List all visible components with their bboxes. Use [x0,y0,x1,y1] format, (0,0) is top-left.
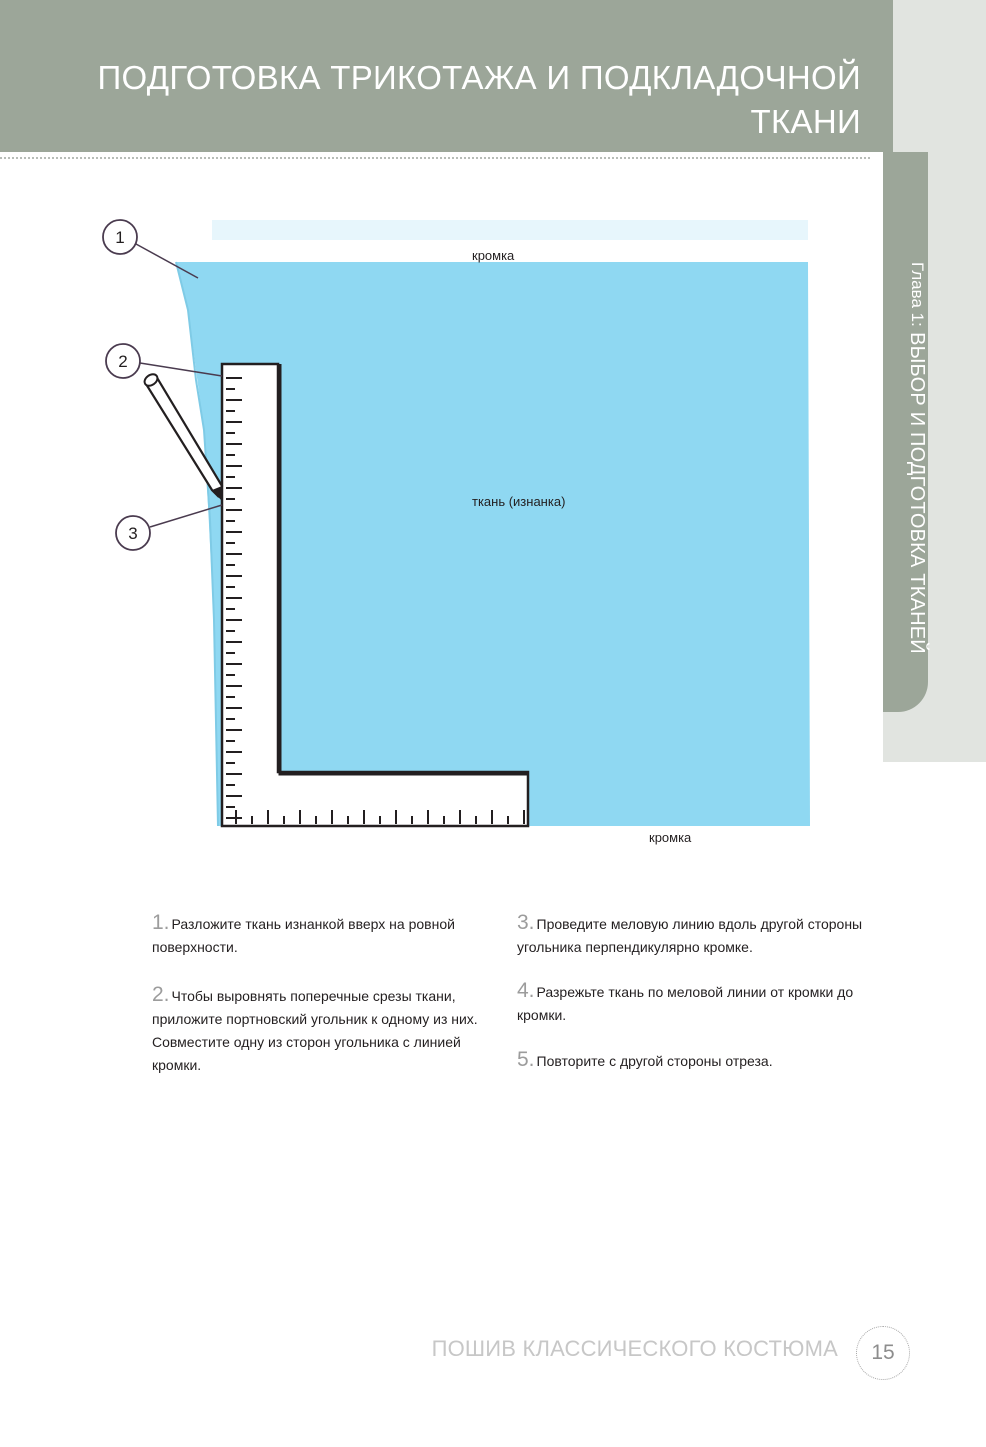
page-title-line2: ТКАНИ [750,103,861,140]
step-2 [152,983,497,1077]
step-3-number: 3. [517,911,535,934]
step-4 [517,979,867,1027]
step-2-text: Чтобы выровнять поперечные срезы ткани, приложите портновский угольник к одному из них. Совместите одну из сторон угольника с линией кромки. [152,988,478,1073]
footer-book-title: ПОШИВ КЛАССИЧЕСКОГО КОСТЮМА [431,1336,838,1361]
step-5 [517,1048,867,1073]
fabric-light-strip [212,220,808,240]
label-selvedge-top: кромка [472,248,515,263]
callout-1-label: 1 [115,228,125,247]
label-fabric-wrong-side: ткань (изнанка) [472,494,566,509]
chapter-name: ВЫБОР И ПОДГОТОВКА ТКАНЕЙ [906,332,928,654]
step-1-text: Разложите ткань изнанкой вверх на ровной поверхности. [152,916,455,955]
fabric-diagram [0,200,880,860]
label-selvedge-bottom: кромка [649,830,692,845]
step-5-number: 5. [517,1048,535,1071]
page-number: 15 [856,1326,910,1380]
header-band [0,0,883,152]
callout-3 [116,505,222,550]
fabric-illustration [0,200,880,860]
callout-3-label: 3 [128,524,138,543]
vertical-ruler-ticks [226,378,242,818]
step-2-number: 2. [152,983,170,1006]
step-1-number: 1. [152,911,170,934]
step-4-number: 4. [517,979,535,1002]
step-4-text: Разрежьте ткань по меловой линии от кромки до кромки. [517,984,854,1023]
step-1 [152,911,497,959]
step-5-text: Повторите с другой стороны отреза. [536,1053,773,1069]
step-3-text: Проведите меловую линию вдоль другой стороны угольника перпендикулярно кромке. [517,916,863,955]
header-dotted-divider [0,157,870,159]
step-3 [517,911,867,959]
page-title-line1: ПОДГОТОВКА ТРИКОТАЖА И ПОДКЛАДОЧНОЙ [97,59,861,96]
page-title [41,56,861,144]
chapter-number: Глава 1: [908,262,927,327]
chapter-tab-text [888,262,928,752]
callout-2-label: 2 [118,352,128,371]
chapter-tab-corner [883,0,893,152]
